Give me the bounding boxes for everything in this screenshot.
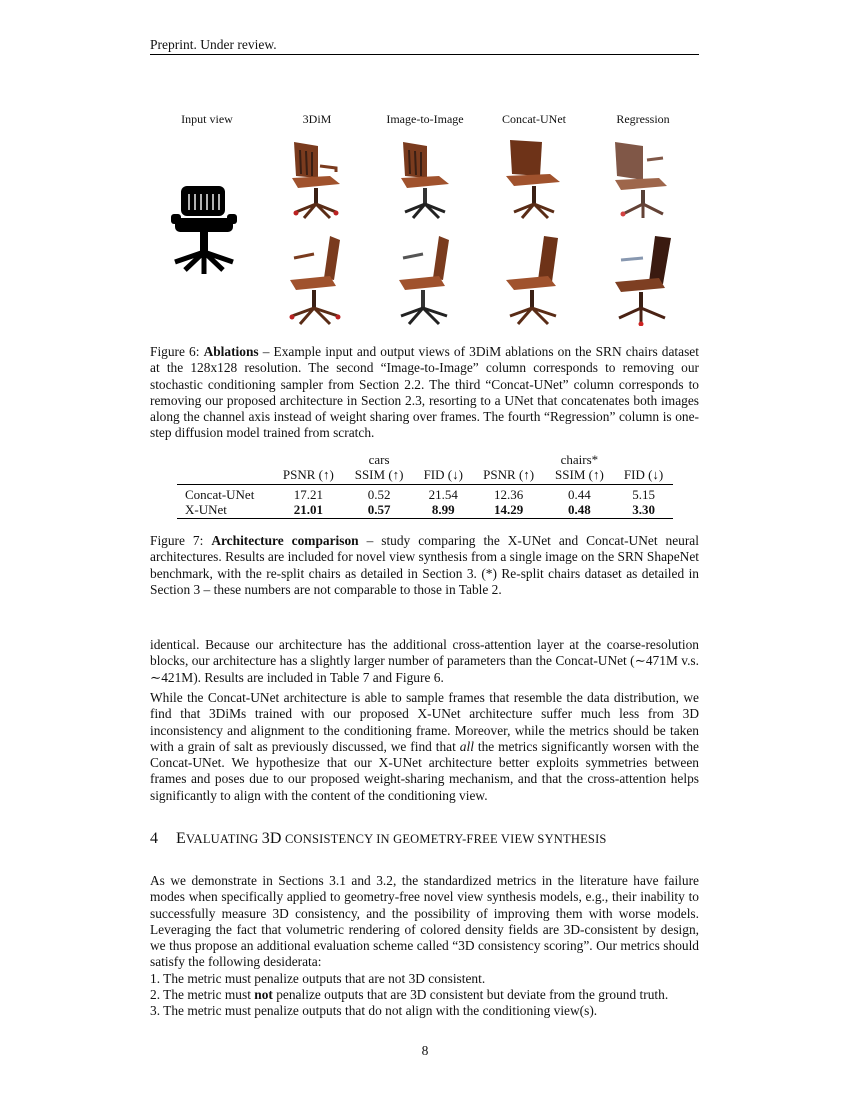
table-row-label: X-UNet	[177, 502, 272, 519]
list-item	[150, 1003, 710, 1019]
page-number: 8	[421, 1043, 429, 1058]
list-text: The metric must penalize outputs that do not align with the conditioning view(s).	[163, 1003, 598, 1018]
table-cell: 17.21	[293, 487, 323, 502]
table-row	[177, 502, 673, 519]
list-text: The metric must penalize outputs that are not 3D consistent.	[163, 971, 486, 986]
chair-render-image	[274, 136, 358, 220]
list-text: The metric must	[163, 987, 255, 1002]
caption-bold-term: Architecture comparison	[211, 533, 359, 548]
body-paragraph: identical. Because our architecture has the additional cross-attention layer at the coarse-resolution blocks, our architecture has a slightly larger number of parameters than the Concat-UNet (∼471M v.s. ∼421M). Results are included in Table 7 and Figure 6.	[150, 637, 699, 685]
figure-column-label: 3DiM	[302, 112, 332, 126]
table-cell: 0.57	[344, 502, 414, 519]
section-title-part: 3D	[261, 830, 282, 847]
caption-text: – Example input and output views of 3DiM ablations on the SRN chairs dataset at the 128x128 resolution. The second “Image-to-Image” column corresponds to removing our stochastic conditioning sampler from Section 2.2. The third “Concat-UNet” column corresponds to removing our proposed architecture in Section 2.3, resorting to a UNet that concatenates both images along the channel axis instead of weight sharing over frames. The fourth “Regression” column is one-step diffusion model trained from scratch.	[150, 344, 699, 441]
section-heading	[150, 830, 607, 848]
chair-render-image	[492, 136, 576, 220]
header-rule	[150, 54, 699, 55]
input-view-image	[165, 180, 245, 280]
table-column-header: SSIM (↑)	[344, 467, 414, 485]
table-column-header: PSNR (↑)	[473, 467, 545, 485]
paragraph-text: the metrics significantly worsen with the Concat-UNet. We hypothesize that our X-UNet architecture better exploits symmetries between frames and poses due to our proposed weight-sharing mechanism, and that the cross-attention helps significantly to align with the content of the conditioning view.	[150, 738, 700, 803]
results-table	[177, 452, 673, 519]
caption-label: Figure 6:	[150, 344, 200, 359]
body-paragraph: As we demonstrate in Sections 3.1 and 3.2, the standardized metrics in the literature have failure modes when specifically applied to geometry-free novel view synthesis models, e.g., their inability to successfully measure 3D consistency, and the possibility of improving them with worse models. Leveraging the fact that volumetric rendering of colored density fields are 3D-consistent by design, we thus propose an additional evaluation scheme called “3D consistency scoring”. Our metrics should satisfy the following desiderata:	[150, 873, 699, 970]
table-column-header: PSNR (↑)	[272, 467, 344, 485]
chair-render-image	[383, 136, 467, 220]
caption-label: Figure 7:	[150, 533, 204, 548]
table-cell: 3.30	[614, 502, 673, 519]
chair-render-image	[274, 234, 358, 326]
figure-column-label: Image-to-Image	[386, 112, 464, 126]
table-cell: 5.15	[632, 487, 655, 502]
table-group-header: cars	[368, 452, 390, 467]
table-cell: 12.36	[494, 487, 524, 502]
table-cell: 0.48	[545, 502, 615, 519]
caption-text: – study comparing the X-UNet and Concat-UNet neural architectures. Results are included for novel view synthesis from a single image on the SRN ShapeNet benchmark, with the re-split chairs as detailed in Section 3. (*) Re-split chairs dataset as detailed in Section 3 – these numbers are not comparable to those in Table 2.	[150, 533, 699, 597]
list-emphasis: not	[254, 987, 273, 1002]
figure-7-caption	[150, 533, 699, 598]
list-item	[150, 987, 710, 1003]
table-cell: 0.44	[568, 487, 591, 502]
figure-6-caption	[150, 344, 699, 442]
table-column-header: SSIM (↑)	[545, 467, 615, 485]
table-cell: 8.99	[414, 502, 473, 519]
figure-column-label: Concat-UNet	[502, 112, 566, 126]
section-number: 4	[150, 830, 159, 847]
list-number: 3.	[150, 1003, 161, 1018]
desiderata-list	[150, 971, 710, 1019]
caption-bold-term: Ablations	[203, 344, 259, 359]
chair-render-image	[492, 234, 576, 326]
paragraph-text: While the Concat-UNet architecture is able to sample frames that resemble the data distribution, we find that 3DiMs trained with our proposed X-UNet architecture suffer much less from 3D inconsistency and alignment to the conditioning frame. Moreover, while the metrics should be taken with a grain of salt as previously discussed, we find that	[150, 690, 699, 754]
running-header: Preprint. Under review.	[150, 37, 277, 52]
list-text: penalize outputs that are 3D consistent but deviate from the ground truth.	[272, 987, 669, 1002]
table-cell: 21.01	[272, 502, 344, 519]
list-item	[150, 971, 710, 987]
table-row	[177, 485, 673, 503]
figure-column-label: Regression	[616, 112, 670, 126]
chair-render-image	[601, 136, 685, 220]
table-cell: 21.54	[428, 487, 458, 502]
list-number: 1.	[150, 971, 161, 986]
table-column-header: FID (↓)	[414, 467, 473, 485]
paragraph-emphasis: all	[459, 738, 474, 754]
table-cell: 0.52	[367, 487, 391, 502]
table-group-header: chairs*	[560, 452, 599, 467]
section-title-part: VALUATING	[185, 832, 262, 846]
chair-render-image	[383, 234, 467, 326]
body-paragraph	[150, 690, 699, 804]
list-number: 2.	[150, 987, 161, 1002]
section-title-part: E	[176, 830, 186, 847]
table-column-header: FID (↓)	[614, 467, 673, 485]
section-title-part: CONSISTENCY IN GEOMETRY-FREE VIEW SYNTHESIS	[281, 832, 607, 846]
table-row-label: Concat-UNet	[185, 487, 255, 502]
figure-column-label: Input view	[181, 112, 233, 126]
chair-render-image	[601, 234, 685, 326]
table-cell: 14.29	[473, 502, 545, 519]
